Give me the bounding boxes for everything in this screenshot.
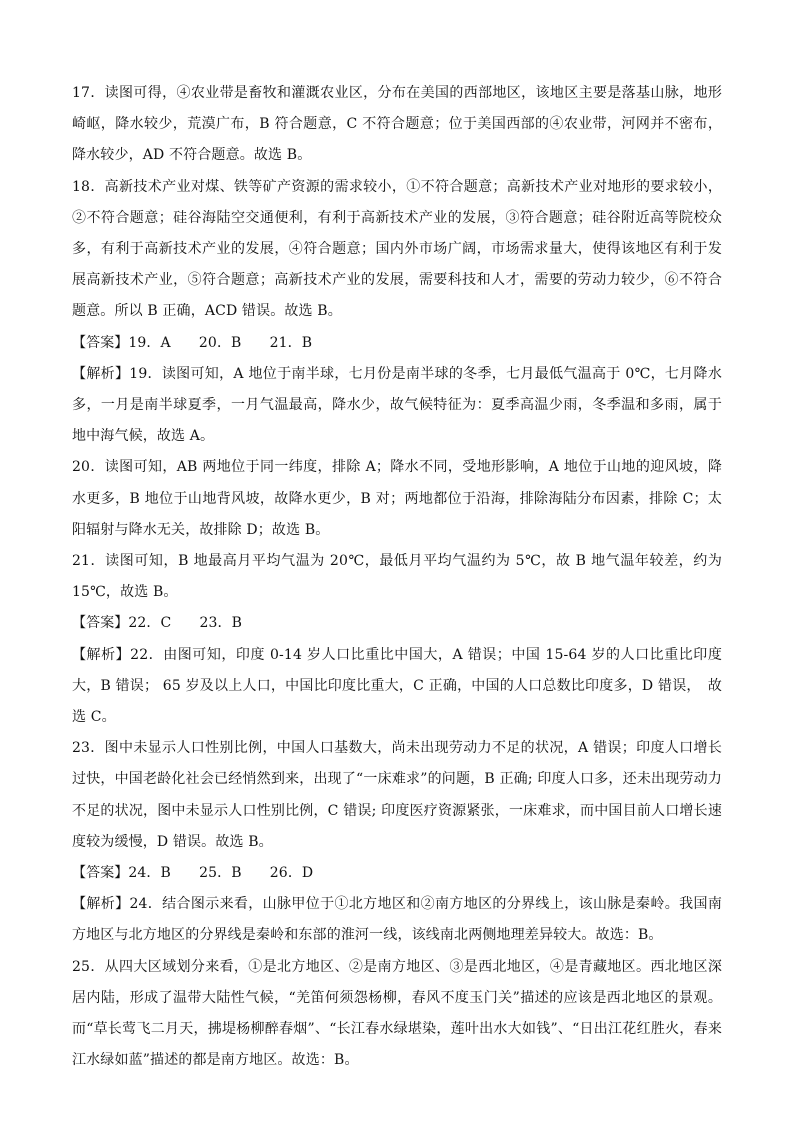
analysis-paragraph-21: 21．读图可知，B 地最高月平均气温为 20℃，最低月平均气温约为 5℃，故 B 地气温年较差，约为 15℃，故选 B。 — [72, 553, 722, 601]
analysis-paragraph-24: 【解析】24．结合图示来看，山脉甲位于①北方地区和②南方地区的分界线上，该山脉是秦岭。我国南方地区与北方地区的分界线是秦岭和东部的淮河一线，该线南北两侧地理差异较大。故选：B。 — [72, 896, 722, 944]
analysis-paragraph-25: 25．从四大区域划分来看，①是北方地区、②是南方地区、③是西北地区，④是青藏地区。西北地区深居内陆，形成了温带大陆性气候，“羌笛何须怨杨柳，春风不度玉门关”描述的应该是西北地区的景观。而“草长莺飞二月天，拂堤杨柳醉春烟”、“长江春水绿堪染，莲叶出水大如钱”、“日出江花红胜火，春来江水绿如蓝”描述的都是南方地区。故选：B。 — [72, 958, 722, 1069]
answer-line-24-26: 【答案】24．B 25．B 26．D — [72, 865, 314, 882]
analysis-paragraph-20: 20．读图可知，AB 两地位于同一纬度，排除 A；降水不同，受地形影响，A 地位于山地的迎风坡，降水更多，B 地位于山地背风坡，故降水更少，B 对；两地都位于沿海，排除海陆分布因素，排除 C；太阳辐射与降水无关，故排除 D；故选 B。 — [72, 459, 722, 538]
analysis-paragraph-19: 【解析】19．读图可知，A 地位于南半球，七月份是南半球的冬季，七月最低气温高于 0℃，七月降水多，一月是南半球夏季，一月气温最高，降水少，故气候特征为：夏季高温少雨，冬季温和多雨，属于地中海气候，故选 A。 — [72, 365, 722, 445]
answer-line-22-23: 【答案】22．C 23．B — [72, 615, 243, 632]
answer-line-19-21: 【答案】19．A 20．B 21．B — [72, 334, 313, 351]
explanation-paragraph-17: 17．读图可得，④农业带是畜牧和灌溉农业区，分布在美国的西部地区，该地区主要是落基山脉，地形崎岖，降水较少，荒漠广布，B 符合题意，C 不符合题意；位于美国西部的④农业带，河网并不密布，降水较少，AD 不符合题意。故选 B。 — [72, 85, 722, 164]
document-page — [72, 78, 722, 1077]
analysis-paragraph-23: 23．图中未显示人口性别比例，中国人口基数大，尚未出现劳动力不足的状况，A 错误；印度人口增长过快，中国老龄化社会已经悄然到来，出现了“一床难求”的问题，B 正确; 印度人口多，还未出现劳动力不足的状况，图中未显示人口性别比例，C 错误; 印度医疗资源紧张，一床难求，而中国目前人口增长速度较为缓慢，D 错误。故选 B。 — [72, 740, 722, 850]
analysis-paragraph-22: 【解析】22．由图可知，印度 0-14 岁人口比重比中国大，A 错误；中国 15-64 岁的人口比重比印度大，B 错误； 65 岁及以上人口，中国比印度比重大，C 正确，中国的人口总数比印度多，D 错误， 故选 C。 — [72, 646, 722, 726]
explanation-paragraph-18: 18．高新技术产业对煤、铁等矿产资源的需求较小，①不符合题意；高新技术产业对地形的要求较小，②不符合题意；硅谷海陆空交通便利，有利于高新技术产业的发展，③符合题意；硅谷附近高等院校众多，有利于高新技术产业的发展，④符合题意；国内外市场广阔，市场需求量大，使得该地区有利于发展高新技术产业，⑤符合题意；高新技术产业的发展，需要科技和人才，需要的劳动力较少，⑥不符合题意。所以 B 正确，ACD 错误。故选 B。 — [72, 178, 722, 320]
